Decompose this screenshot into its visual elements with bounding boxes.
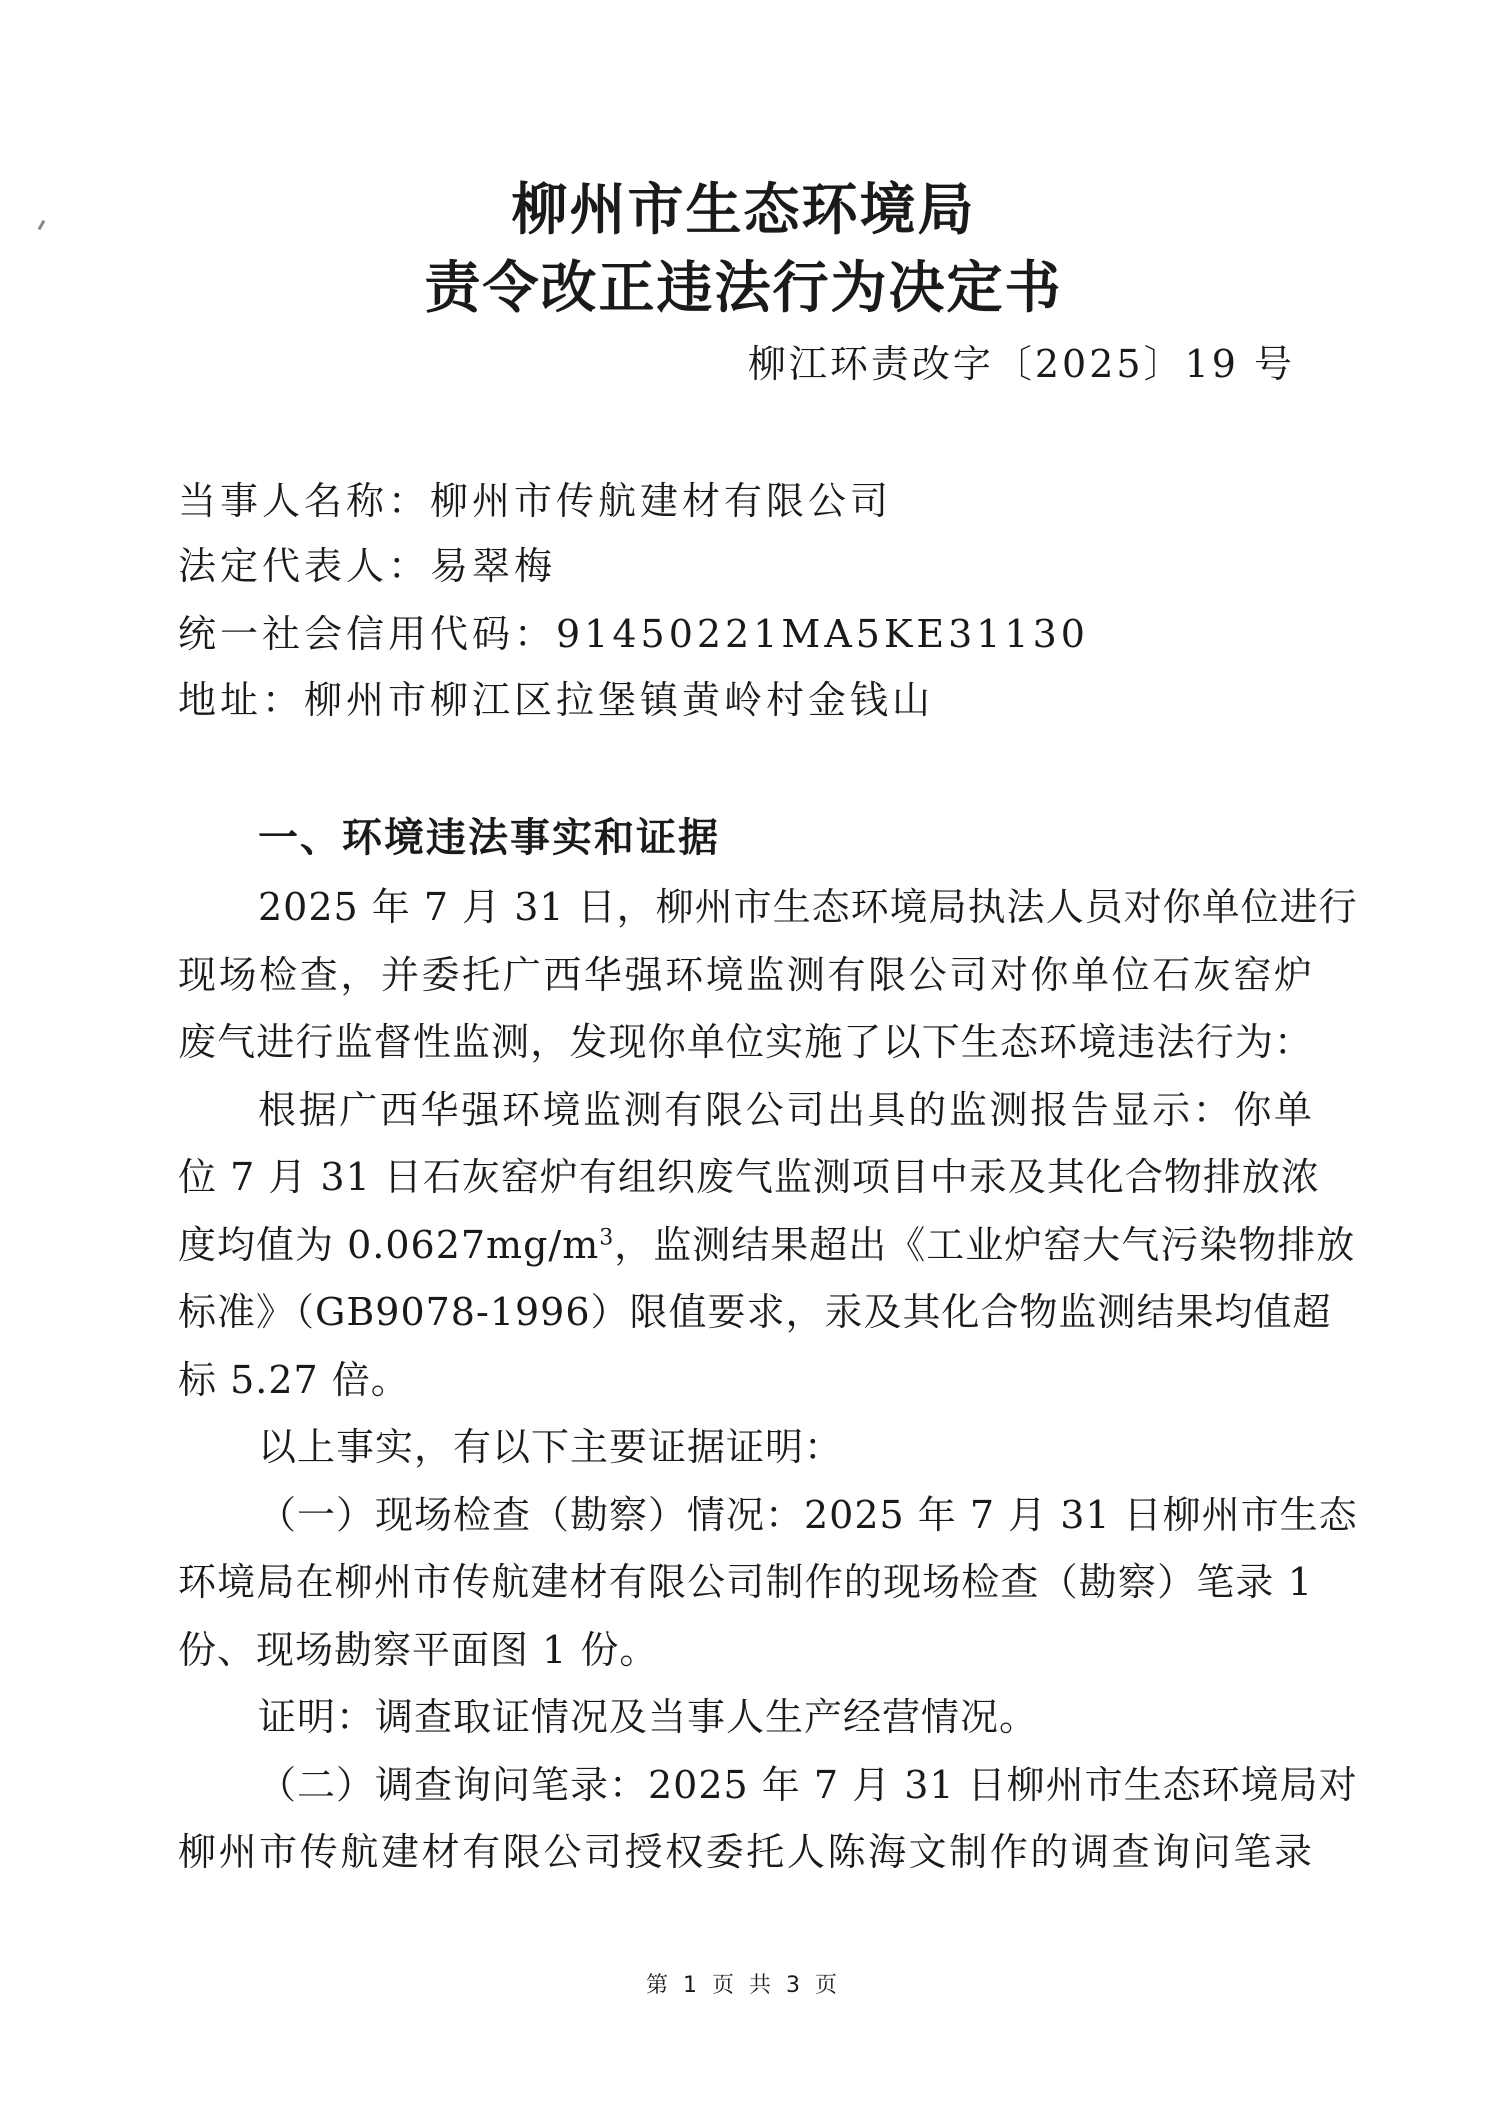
title-document-type: 责令改正违法行为决定书 <box>424 256 1063 321</box>
unit-superscript: 3 <box>599 1224 615 1250</box>
body-line: （一）现场检查（勘察）情况：2025 年 7 月 31 日柳州市生态 <box>258 1492 1358 1537</box>
body-line: 标 5.27 倍。 <box>178 1357 410 1402</box>
body-line-with-unit <box>178 1212 1356 1280</box>
body-line: 柳州市传航建材有限公司授权委托人陈海文制作的调查询问笔录 <box>178 1830 1313 1874</box>
standard-text: ，监测结果超出《工业炉窑大气污染物排放 <box>614 1222 1356 1267</box>
body-line: 证明：调查取证情况及当事人生产经营情况。 <box>258 1695 1039 1739</box>
body-line: 现场检查，并委托广西华强环境监测有限公司对你单位石灰窑炉 <box>178 952 1313 997</box>
body-line: 以上事实，有以下主要证据证明： <box>258 1425 844 1469</box>
legal-representative: 法定代表人：易翠梅 <box>178 544 557 588</box>
credit-code: 统一社会信用代码：91450221MA5KE31130 <box>178 612 1089 656</box>
concentration-text: 度均值为 0.0627mg/m <box>178 1222 600 1267</box>
section-body <box>178 874 1358 1887</box>
title-agency: 柳州市生态环境局 <box>511 178 976 243</box>
body-line: 废气进行监督性监测，发现你单位实施了以下生态环境违法行为： <box>178 1020 1313 1064</box>
address: 地址：柳州市柳江区拉堡镇黄岭村金钱山 <box>178 678 935 722</box>
body-line: （二）调查询问笔录：2025 年 7 月 31 日柳州市生态环境局对 <box>258 1762 1358 1807</box>
body-line: 位 7 月 31 日石灰窑炉有组织废气监测项目中汞及其化合物排放浓 <box>178 1155 1320 1199</box>
document-number: 柳江环责改字〔2025〕19 号 <box>747 342 1295 386</box>
body-line: 2025 年 7 月 31 日，柳州市生态环境局执法人员对你单位进行 <box>258 885 1358 929</box>
section-heading: 一、环境违法事实和证据 <box>258 815 720 861</box>
body-line: 份、现场勘察平面图 1 份。 <box>178 1627 659 1672</box>
body-line: 根据广西华强环境监测有限公司出具的监测报告显示：你单 <box>258 1087 1313 1132</box>
body-line: 标准》（GB9078-1996）限值要求，汞及其化合物监测结果均值超 <box>178 1290 1332 1334</box>
page-number: 第 1 页 共 3 页 <box>646 1973 841 1998</box>
body-line: 环境局在柳州市传航建材有限公司制作的现场检查（勘察）笔录 1 <box>178 1560 1313 1604</box>
party-name: 当事人名称：柳州市传航建材有限公司 <box>178 479 893 523</box>
